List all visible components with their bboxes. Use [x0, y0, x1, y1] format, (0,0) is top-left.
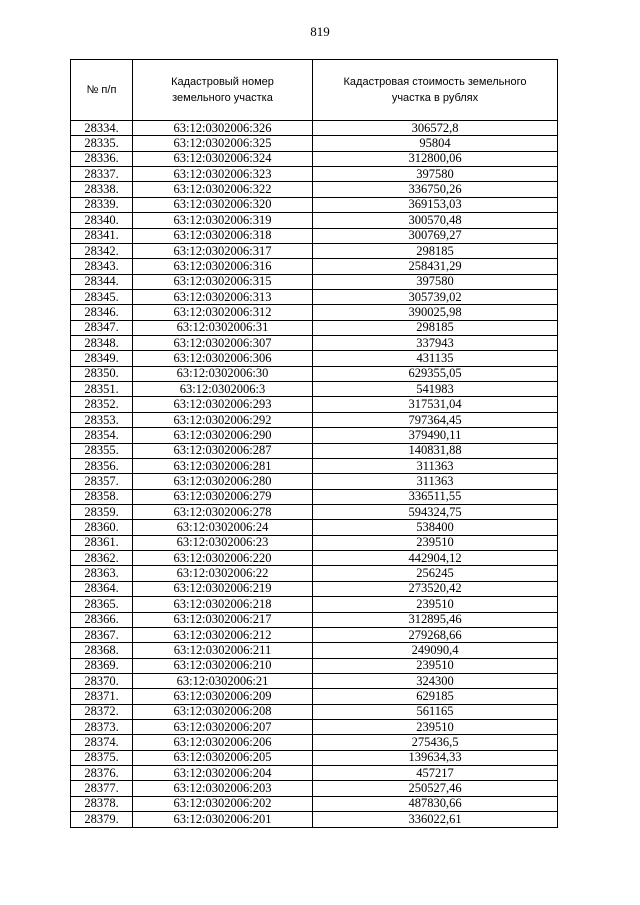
row-number-cell: 28360.	[71, 520, 133, 535]
cadastral-value-cell: 317531,04	[313, 397, 558, 412]
cadastral-number-cell: 63:12:0302006:219	[133, 581, 313, 596]
cadastral-number-cell: 63:12:0302006:201	[133, 812, 313, 827]
table-row	[71, 673, 558, 688]
cadastral-value-cell: 336750,26	[313, 182, 558, 197]
cadastral-number-cell: 63:12:0302006:202	[133, 796, 313, 811]
row-number-cell: 28350.	[71, 366, 133, 381]
cadastral-value-cell: 336022,61	[313, 812, 558, 827]
cadastral-number-cell: 63:12:0302006:3	[133, 382, 313, 397]
table-row	[71, 121, 558, 136]
cadastral-value-cell: 311363	[313, 458, 558, 473]
cadastral-number-cell: 63:12:0302006:207	[133, 720, 313, 735]
cadastral-number-cell: 63:12:0302006:290	[133, 428, 313, 443]
cadastral-value-cell: 312895,46	[313, 612, 558, 627]
row-number-cell: 28346.	[71, 305, 133, 320]
table-row	[71, 612, 558, 627]
table-row	[71, 151, 558, 166]
table-row	[71, 382, 558, 397]
cadastral-value-cell: 390025,98	[313, 305, 558, 320]
cadastral-value-cell: 239510	[313, 597, 558, 612]
row-number-cell: 28365.	[71, 597, 133, 612]
row-number-cell: 28357.	[71, 474, 133, 489]
row-number-cell: 28367.	[71, 627, 133, 642]
cadastral-value-cell: 336511,55	[313, 489, 558, 504]
cadastral-number-cell: 63:12:0302006:204	[133, 766, 313, 781]
cadastral-value-cell: 300769,27	[313, 228, 558, 243]
table-row	[71, 259, 558, 274]
row-number-cell: 28339.	[71, 197, 133, 212]
table-row	[71, 720, 558, 735]
row-number-cell: 28356.	[71, 458, 133, 473]
cadastral-value-cell: 629355,05	[313, 366, 558, 381]
cadastral-number-cell: 63:12:0302006:30	[133, 366, 313, 381]
cadastral-value-cell: 139634,33	[313, 750, 558, 765]
cadastral-number-cell: 63:12:0302006:312	[133, 305, 313, 320]
cadastral-value-cell: 312800,06	[313, 151, 558, 166]
header-row	[71, 60, 558, 121]
row-number-cell: 28376.	[71, 766, 133, 781]
table-row	[71, 474, 558, 489]
table-row	[71, 228, 558, 243]
row-number-cell: 28359.	[71, 504, 133, 519]
row-number-cell: 28371.	[71, 689, 133, 704]
table-row	[71, 305, 558, 320]
cadastral-value-cell: 431135	[313, 351, 558, 366]
cadastral-value-cell: 541983	[313, 382, 558, 397]
cadastral-number-cell: 63:12:0302006:281	[133, 458, 313, 473]
cadastral-value-cell: 256245	[313, 566, 558, 581]
table-row	[71, 443, 558, 458]
cadastral-value-cell: 275436,5	[313, 735, 558, 750]
row-number-cell: 28366.	[71, 612, 133, 627]
cadastral-value-cell: 324300	[313, 673, 558, 688]
cadastral-value-cell: 250527,46	[313, 781, 558, 796]
table-row	[71, 520, 558, 535]
row-number-cell: 28358.	[71, 489, 133, 504]
row-number-cell: 28374.	[71, 735, 133, 750]
table-row	[71, 458, 558, 473]
table-row	[71, 704, 558, 719]
row-number-cell: 28353.	[71, 412, 133, 427]
table-row	[71, 167, 558, 182]
table-row	[71, 735, 558, 750]
row-number-cell: 28344.	[71, 274, 133, 289]
cadastral-number-cell: 63:12:0302006:203	[133, 781, 313, 796]
row-number-cell: 28373.	[71, 720, 133, 735]
table-row	[71, 197, 558, 212]
cadastral-value-cell: 298185	[313, 243, 558, 258]
cadastral-value-cell: 249090,4	[313, 643, 558, 658]
cadastral-number-cell: 63:12:0302006:315	[133, 274, 313, 289]
cadastral-value-cell: 379490,11	[313, 428, 558, 443]
table-row	[71, 428, 558, 443]
cadastral-number-cell: 63:12:0302006:220	[133, 551, 313, 566]
row-number-cell: 28361.	[71, 535, 133, 550]
table-row	[71, 597, 558, 612]
table-row	[71, 581, 558, 596]
table-row	[71, 750, 558, 765]
cadastral-value-table	[70, 59, 558, 828]
cadastral-number-cell: 63:12:0302006:323	[133, 167, 313, 182]
table-row	[71, 535, 558, 550]
table-row	[71, 320, 558, 335]
cadastral-number-cell: 63:12:0302006:313	[133, 289, 313, 304]
table-body	[71, 121, 558, 828]
cadastral-value-cell: 337943	[313, 336, 558, 351]
row-number-cell: 28369.	[71, 658, 133, 673]
table-row	[71, 351, 558, 366]
table-row	[71, 213, 558, 228]
cadastral-value-cell: 797364,45	[313, 412, 558, 427]
table-row	[71, 781, 558, 796]
row-number-cell: 28336.	[71, 151, 133, 166]
cadastral-number-cell: 63:12:0302006:318	[133, 228, 313, 243]
row-number-cell: 28375.	[71, 750, 133, 765]
table-row	[71, 643, 558, 658]
cadastral-number-cell: 63:12:0302006:326	[133, 121, 313, 136]
row-number-cell: 28334.	[71, 121, 133, 136]
cadastral-number-cell: 63:12:0302006:320	[133, 197, 313, 212]
table-row	[71, 689, 558, 704]
cadastral-number-cell: 63:12:0302006:211	[133, 643, 313, 658]
row-number-cell: 28354.	[71, 428, 133, 443]
cadastral-value-cell: 561165	[313, 704, 558, 719]
cadastral-number-cell: 63:12:0302006:24	[133, 520, 313, 535]
cadastral-number-cell: 63:12:0302006:210	[133, 658, 313, 673]
cadastral-value-cell: 397580	[313, 167, 558, 182]
row-number-cell: 28340.	[71, 213, 133, 228]
cadastral-number-cell: 63:12:0302006:278	[133, 504, 313, 519]
cadastral-number-cell: 63:12:0302006:23	[133, 535, 313, 550]
cadastral-value-cell: 538400	[313, 520, 558, 535]
table-row	[71, 551, 558, 566]
row-number-cell: 28342.	[71, 243, 133, 258]
cadastral-number-cell: 63:12:0302006:293	[133, 397, 313, 412]
row-number-cell: 28378.	[71, 796, 133, 811]
table-row	[71, 397, 558, 412]
cadastral-number-cell: 63:12:0302006:31	[133, 320, 313, 335]
cadastral-value-cell: 311363	[313, 474, 558, 489]
table-row	[71, 796, 558, 811]
row-number-cell: 28349.	[71, 351, 133, 366]
table-row	[71, 336, 558, 351]
table-row	[71, 504, 558, 519]
cadastral-number-cell: 63:12:0302006:322	[133, 182, 313, 197]
cadastral-number-cell: 63:12:0302006:287	[133, 443, 313, 458]
row-number-cell: 28338.	[71, 182, 133, 197]
cadastral-number-cell: 63:12:0302006:217	[133, 612, 313, 627]
cadastral-value-cell: 397580	[313, 274, 558, 289]
cadastral-value-cell: 594324,75	[313, 504, 558, 519]
table-row	[71, 182, 558, 197]
row-number-cell: 28377.	[71, 781, 133, 796]
cadastral-value-cell: 279268,66	[313, 627, 558, 642]
table-row	[71, 274, 558, 289]
table-row	[71, 366, 558, 381]
cadastral-number-cell: 63:12:0302006:306	[133, 351, 313, 366]
row-number-cell: 28347.	[71, 320, 133, 335]
cadastral-number-cell: 63:12:0302006:212	[133, 627, 313, 642]
row-number-cell: 28351.	[71, 382, 133, 397]
cadastral-value-cell: 369153,03	[313, 197, 558, 212]
table-row	[71, 412, 558, 427]
header-cadastral-value: Кадастровая стоимость земельного участка в рублях	[313, 60, 558, 121]
table-row	[71, 627, 558, 642]
row-number-cell: 28343.	[71, 259, 133, 274]
cadastral-value-cell: 629185	[313, 689, 558, 704]
cadastral-number-cell: 63:12:0302006:218	[133, 597, 313, 612]
cadastral-value-cell: 140831,88	[313, 443, 558, 458]
table-row	[71, 489, 558, 504]
table-row	[71, 812, 558, 827]
cadastral-value-cell: 298185	[313, 320, 558, 335]
cadastral-number-cell: 63:12:0302006:316	[133, 259, 313, 274]
cadastral-value-cell: 457217	[313, 766, 558, 781]
row-number-cell: 28337.	[71, 167, 133, 182]
cadastral-value-cell: 239510	[313, 658, 558, 673]
cadastral-number-cell: 63:12:0302006:21	[133, 673, 313, 688]
row-number-cell: 28345.	[71, 289, 133, 304]
row-number-cell: 28370.	[71, 673, 133, 688]
row-number-cell: 28335.	[71, 136, 133, 151]
row-number-cell: 28372.	[71, 704, 133, 719]
cadastral-number-cell: 63:12:0302006:279	[133, 489, 313, 504]
cadastral-value-cell: 273520,42	[313, 581, 558, 596]
row-number-cell: 28362.	[71, 551, 133, 566]
table-row	[71, 766, 558, 781]
row-number-cell: 28368.	[71, 643, 133, 658]
header-cadastral-number: Кадастровый номер земельного участка	[133, 60, 313, 121]
cadastral-number-cell: 63:12:0302006:324	[133, 151, 313, 166]
row-number-cell: 28348.	[71, 336, 133, 351]
row-number-cell: 28379.	[71, 812, 133, 827]
row-number-cell: 28355.	[71, 443, 133, 458]
table-row	[71, 566, 558, 581]
cadastral-value-cell: 442904,12	[313, 551, 558, 566]
cadastral-value-cell: 95804	[313, 136, 558, 151]
table-header	[71, 60, 558, 121]
row-number-cell: 28352.	[71, 397, 133, 412]
table-row	[71, 658, 558, 673]
cadastral-number-cell: 63:12:0302006:319	[133, 213, 313, 228]
row-number-cell: 28364.	[71, 581, 133, 596]
table-row	[71, 243, 558, 258]
cadastral-number-cell: 63:12:0302006:292	[133, 412, 313, 427]
cadastral-value-cell: 305739,02	[313, 289, 558, 304]
cadastral-number-cell: 63:12:0302006:325	[133, 136, 313, 151]
cadastral-number-cell: 63:12:0302006:206	[133, 735, 313, 750]
cadastral-value-cell: 239510	[313, 535, 558, 550]
cadastral-number-cell: 63:12:0302006:307	[133, 336, 313, 351]
table-row	[71, 289, 558, 304]
cadastral-value-cell: 300570,48	[313, 213, 558, 228]
header-row-number: № п/п	[71, 60, 133, 121]
row-number-cell: 28341.	[71, 228, 133, 243]
cadastral-number-cell: 63:12:0302006:209	[133, 689, 313, 704]
cadastral-number-cell: 63:12:0302006:280	[133, 474, 313, 489]
cadastral-value-cell: 487830,66	[313, 796, 558, 811]
table-row	[71, 136, 558, 151]
cadastral-number-cell: 63:12:0302006:317	[133, 243, 313, 258]
cadastral-value-cell: 258431,29	[313, 259, 558, 274]
cadastral-value-cell: 306572,8	[313, 121, 558, 136]
cadastral-value-cell: 239510	[313, 720, 558, 735]
cadastral-number-cell: 63:12:0302006:22	[133, 566, 313, 581]
cadastral-number-cell: 63:12:0302006:205	[133, 750, 313, 765]
page-number: 819	[310, 24, 330, 39]
cadastral-number-cell: 63:12:0302006:208	[133, 704, 313, 719]
row-number-cell: 28363.	[71, 566, 133, 581]
